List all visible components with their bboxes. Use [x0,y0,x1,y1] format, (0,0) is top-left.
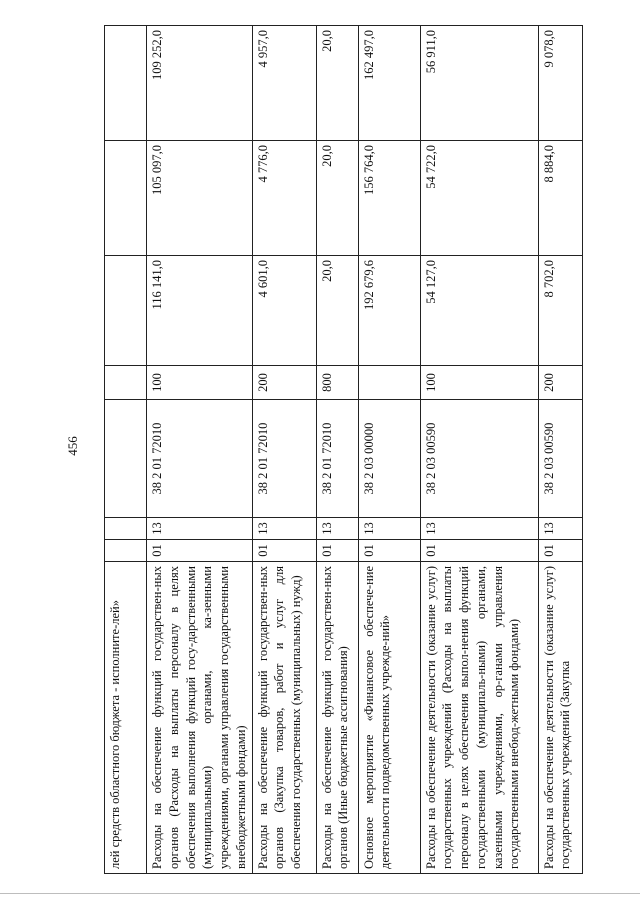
page-number: 456 [65,436,80,456]
row-pr: 13 [316,518,358,540]
row-value-2 [105,141,147,256]
table-row [538,26,582,874]
row-vr: 200 [538,366,582,400]
row-pr: 13 [538,518,582,540]
row-value-2: 4 776,0 [252,141,316,256]
row-csr: 38 2 03 00590 [538,400,582,518]
row-rz [105,540,147,562]
row-pr: 13 [252,518,316,540]
row-rz: 01 [358,540,420,562]
table-row [420,26,538,874]
row-value-1: 8 702,0 [538,256,582,366]
row-value-2: 20,0 [316,141,358,256]
row-name: Расходы на обеспечение функций государствен-ных органов (Расходы на выплаты персоналу в целях обеспечения выполнения функций госу-дарственными (муниципальными) органами, ка-зенными учреждениями, органами управления государственными внебюджетными фондами) [147,562,253,874]
row-value-3: 20,0 [316,26,358,141]
row-csr: 38 2 03 00000 [358,400,420,518]
row-vr: 800 [316,366,358,400]
row-value-1: 20,0 [316,256,358,366]
budget-table [104,25,583,874]
row-name: Расходы на обеспечение деятельности (оказание услуг) государственных учреждений (Расходы на выплаты персоналу в целях обеспечения выпол-нения функций государственными (муниципаль-ными) органами, казенными учреждениями, ор-ганами управления государственными внебюд-жетными фондами) [420,562,538,874]
row-value-2: 156 764,0 [358,141,420,256]
row-value-1: 116 141,0 [147,256,253,366]
row-value-3: 56 911,0 [420,26,538,141]
row-value-3: 4 957,0 [252,26,316,141]
row-rz: 01 [538,540,582,562]
row-vr: 100 [147,366,253,400]
table-row [105,26,147,874]
row-pr: 13 [358,518,420,540]
row-csr: 38 2 01 72010 [252,400,316,518]
table-row [358,26,420,874]
row-vr: 100 [420,366,538,400]
row-rz: 01 [316,540,358,562]
row-rz: 01 [147,540,253,562]
row-value-2: 8 884,0 [538,141,582,256]
row-name: Расходы на обеспечение деятельности (оказание услуг) государственных учреждений (Закупка [538,562,582,874]
row-value-3 [105,26,147,141]
row-value-1: 4 601,0 [252,256,316,366]
scan-edge-line [0,893,640,894]
row-csr [105,400,147,518]
row-vr [105,366,147,400]
row-pr: 13 [147,518,253,540]
table-row [316,26,358,874]
row-vr: 200 [252,366,316,400]
row-value-2: 54 722,0 [420,141,538,256]
row-pr: 13 [420,518,538,540]
row-name: лей средств областного бюджета - исполните-лей» [105,562,147,874]
row-rz: 01 [252,540,316,562]
row-pr [105,518,147,540]
row-rz: 01 [420,540,538,562]
row-value-1 [105,256,147,366]
row-csr: 38 2 01 72010 [316,400,358,518]
row-value-1: 54 127,0 [420,256,538,366]
row-name: Расходы на обеспечение функций государствен-ных органов (Закупка товаров, работ и услуг для обеспечения государственных (муниципальных) нужд) [252,562,316,874]
row-csr: 38 2 03 00590 [420,400,538,518]
row-value-3: 162 497,0 [358,26,420,141]
table-row [252,26,316,874]
row-value-3: 109 252,0 [147,26,253,141]
rotated-table-container [104,26,624,874]
row-csr: 38 2 01 72010 [147,400,253,518]
table-row [147,26,253,874]
row-value-1: 192 679,6 [358,256,420,366]
row-value-3: 9 078,0 [538,26,582,141]
row-vr [358,366,420,400]
row-value-2: 105 097,0 [147,141,253,256]
row-name: Расходы на обеспечение функций государствен-ных органов (Иные бюджетные ассигнования) [316,562,358,874]
row-name: Основное мероприятие «Финансовое обеспече-ние деятельности подведомственных учрежде-ний» [358,562,420,874]
